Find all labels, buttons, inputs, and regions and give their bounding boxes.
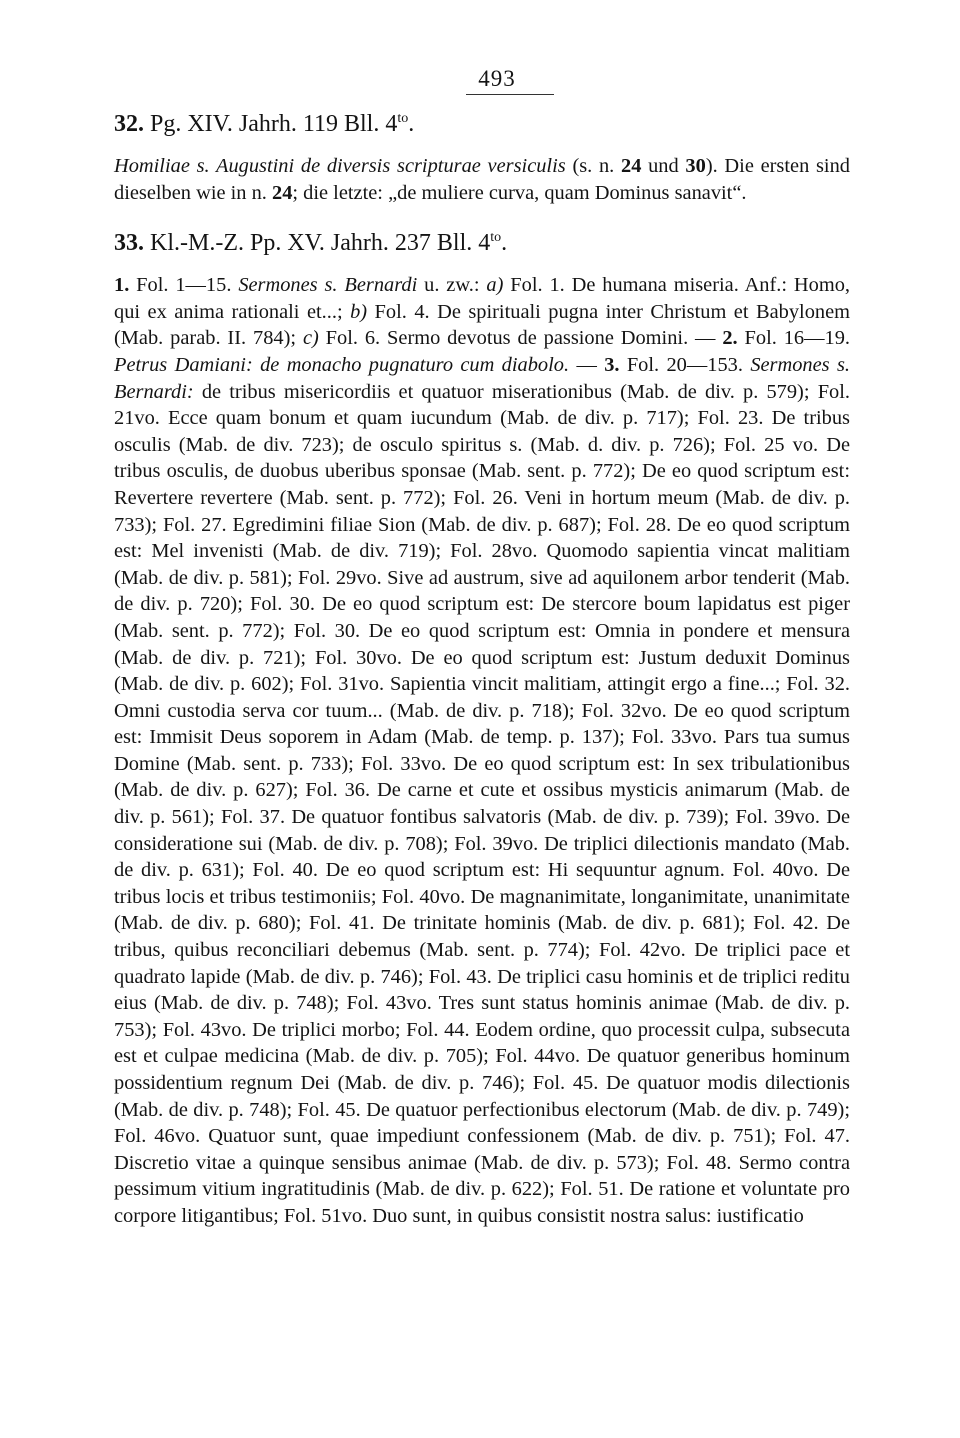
entry-33-s1-a: Fol. 1—15. xyxy=(129,274,239,297)
entry-33-s1-c: Fol. 1. De humana miseria. Anf.: Homo, qui ex anima rationali et...; xyxy=(114,274,850,323)
entry-33-s3-number: 3. xyxy=(604,353,620,376)
entry-32-description xyxy=(114,153,850,206)
entry-33-s1-title: Sermones s. Bernardi xyxy=(238,274,418,297)
entry-33-heading-end: . xyxy=(501,230,508,257)
entry-33-s3-a: Fol. 20—153. xyxy=(619,353,751,376)
entry-33-s2-number: 2. xyxy=(722,327,738,350)
entry-32-ref-n1: 24 xyxy=(621,155,642,177)
entry-32-heading-sup: to xyxy=(397,111,409,126)
entry-33-heading-sup: to xyxy=(490,230,502,246)
entry-33-description xyxy=(114,272,850,1229)
page-number: 493 xyxy=(478,66,516,91)
entry-33-s2-b: — xyxy=(569,353,605,376)
document-page xyxy=(114,66,850,1230)
entry-32-ref-n3: 24 xyxy=(272,181,293,204)
entry-33-s3-title: Sermones s. Bernardi: xyxy=(114,353,850,403)
page-number-rule xyxy=(466,94,554,95)
entry-33-s2-a: Fol. 16—19. xyxy=(737,327,850,350)
entry-32-ref-n2: 30 xyxy=(685,155,706,177)
entry-33-s1-letter-a: a) xyxy=(486,274,504,297)
entry-33-heading xyxy=(114,228,850,258)
entry-32-heading-text: Pg. XIV. Jahrh. 119 Bll. 4 xyxy=(150,111,398,137)
entry-33-s3-body: de tribus misericordiis et quatuor miserationibus (Mab. de div. p. 579); Fol. 21vo. Ecce quam bonum et quam iucundum (Mab. de div. p. 717); Fol. 23. De tribus osculis (Mab. de div. 723); de osculo spiritus s. (Mab. d. div. p. 726); Fol. 25 vo. De tribus osculis, de duobus uberibus sponsae (Mab. sent. p. 772); De eo quod scriptum est: Revertere revertere (Mab. sent. p. 772); Fol. 26. Veni in hortum meum (Mab. de div. p. 733); Fol. 27. Egredimini filiae Sion (Mab. de div. p. 687); Fol. 28. De eo quod scriptum est: Mel invenisti (Mab. de div. 719); Fol. 28vo. Quomodo sapientia vincat malitiam (Mab. de div. p. 581); Fol. 29vo. Sive ad austrum, sive ad aquilonem arbor tenderit (Mab. de div. p. 720); Fol. 30. De eo quod scriptum est: De stercore boum lapidatus est piger (Mab. sent. p. 772); Fol. 30. De eo quod scriptum est: Omnia in pondere et mensura (Mab. de div. p. 721); Fol. 30vo. De eo quod scriptum est: Justum deduxit Dominus (Mab. de div. p. 602); Fol. 31vo. Sapientia vincit malitiam, attingit ergo a fine...; Fol. 32. Omni custodia serva cor tuum... (Mab. de div. p. 718); Fol. 32vo. De eo quod scriptum est: Immisit Deus soporem in Adam (Mab. de temp. p. 137); Fol. 33vo. Pars tua sumus Domine (Mab. sent. p. 733); Fol. 33vo. De eo quod scriptum est: In sex tribulationibus (Mab. de div. p. 627); Fol. 36. De carne et cute et ossibus mysticis animarum (Mab. de div. p. 561); Fol. 37. De quatuor fontibus salvatoris (Mab. de div. p. 739); Fol. 39vo. De consideratione sui (Mab. de div. p. 708); Fol. 39vo. De triplici dilectionis mandato (Mab. de div. p. 631); Fol. 40. De eo quod scriptum est: Hi sequuntur agnum. Fol. 40vo. De tribus locis et tribus testimoniis; Fol. 40vo. De magnanimitate, longanimitate, unanimitate (Mab. de div. p. 680); Fol. 41. De trinitate hominis (Mab. de div. p. 681); Fol. 42. De tribus, quibus reconciliari debemus (Mab. sent. p. 774); Fol. 42vo. De triplici pace et quadrato lapide (Mab. de div. p. 746); Fol. 43. De triplici casu hominis et de triplici reditu eius (Mab. de div. p. 748); Fol. 43vo. Tres sunt status hominis animae (Mab. de div. p. 753); Fol. 43vo. De triplici morbo; Fol. 44. Eodem ordine, quo processit culpa, subsecuta est et culpae medicina (Mab. de div. p. 705); Fol. 44vo. De quatuor generibus hominum possidentium regnum Dei (Mab. de div. p. 746); Fol. 45. De quatuor modis dilectionis (Mab. de div. p. 748); Fol. 45. De quatuor perfectionibus electorum (Mab. de div. p. 749); Fol. 46vo. Quatuor sunt, quae impediunt confessionem (Mab. de div. p. 751); Fol. 47. Discretio vitae a quinque sensibus animae (Mab. de div. p. 573); Fol. 48. Sermo contra pessimum vitium ingratitudinis (Mab. de div. p. 622); Fol. 51. De ratione et voluntate pro corpore litigantibus; Fol. 51vo. Duo sunt, in quibus consistit nostra salus: iustificatio xyxy=(114,380,850,1227)
entry-32-number: 32. xyxy=(114,111,144,137)
entry-33-s2-title: Petrus Damiani: de monacho pugnaturo cum diabolo. xyxy=(114,353,570,376)
entry-32-ref-mid: und xyxy=(641,155,686,177)
entry-33-s1-number: 1. xyxy=(114,274,130,297)
entry-33-s1-b: u. zw.: xyxy=(417,274,487,297)
entry-33-heading-text: Kl.-M.-Z. Pp. XV. Jahrh. 237 Bll. 4 xyxy=(150,230,491,257)
entry-32-ref-b: ). Die ersten sind dieselben wie in n. xyxy=(114,155,850,204)
entry-33-s1-d: Fol. 4. De spirituali pugna inter Christum et Babylonem (Mab. parab. II. 784); xyxy=(114,300,850,350)
entry-32-ref-c: ; die letzte: „de muliere curva, quam Dominus sanavit“. xyxy=(292,181,747,204)
entry-33-s1-letter-b: b) xyxy=(350,300,368,323)
entry-33-s1-letter-c: c) xyxy=(302,327,319,350)
entry-32-title: Homiliae s. Augustini de diversis scripturae versiculis xyxy=(114,155,566,177)
entry-33-number: 33. xyxy=(114,230,144,257)
entry-32-heading-end: . xyxy=(408,111,415,137)
entry-32-heading xyxy=(114,109,850,139)
entry-33-s1-e: Fol. 6. Sermo devotus de passione Domini. — xyxy=(318,327,723,350)
entry-32-ref-a: (s. n. xyxy=(572,155,621,177)
